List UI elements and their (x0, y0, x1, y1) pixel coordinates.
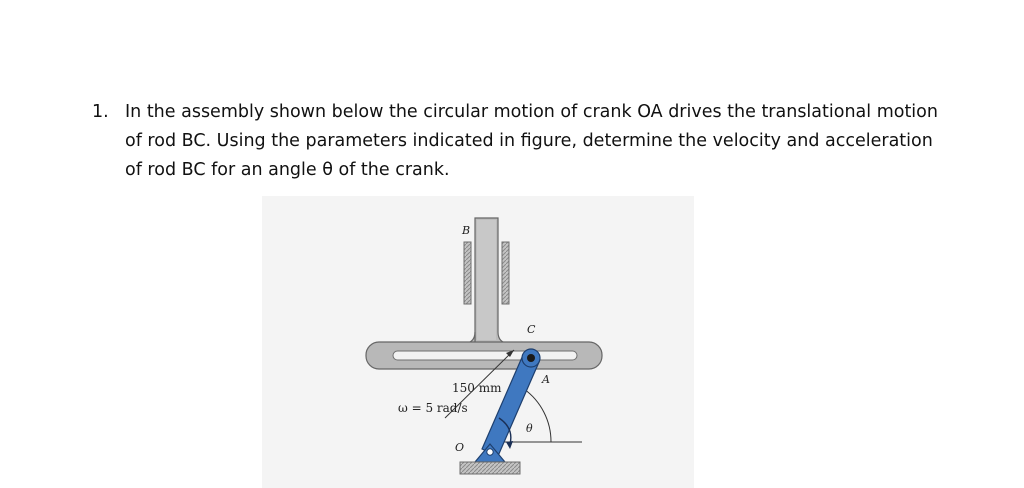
label-length: 150 mm (452, 381, 502, 395)
problem-statement (92, 98, 952, 185)
left-guide (464, 242, 471, 304)
problem-number: 1. (92, 102, 109, 122)
label-omega: ω = 5 rad/s (398, 401, 468, 415)
problem-text: In the assembly shown below the circular motion of crank OA drives the translational motion of rod BC. Using the parameters indicated in figure, determine the velocity and acceleration of rod BC for an angle θ of the crank. (125, 102, 938, 180)
label-theta: θ (526, 422, 533, 435)
pivot-o (487, 449, 493, 455)
scotch-yoke-diagram (262, 196, 694, 488)
pin-a (527, 354, 535, 362)
right-guide (502, 242, 509, 304)
label-c: C (527, 323, 536, 336)
ground (460, 462, 520, 474)
label-o: O (455, 441, 465, 454)
label-b: B (462, 224, 471, 237)
yoke-slot (393, 351, 577, 360)
label-a: A (542, 373, 550, 386)
mechanism-figure (262, 196, 694, 488)
